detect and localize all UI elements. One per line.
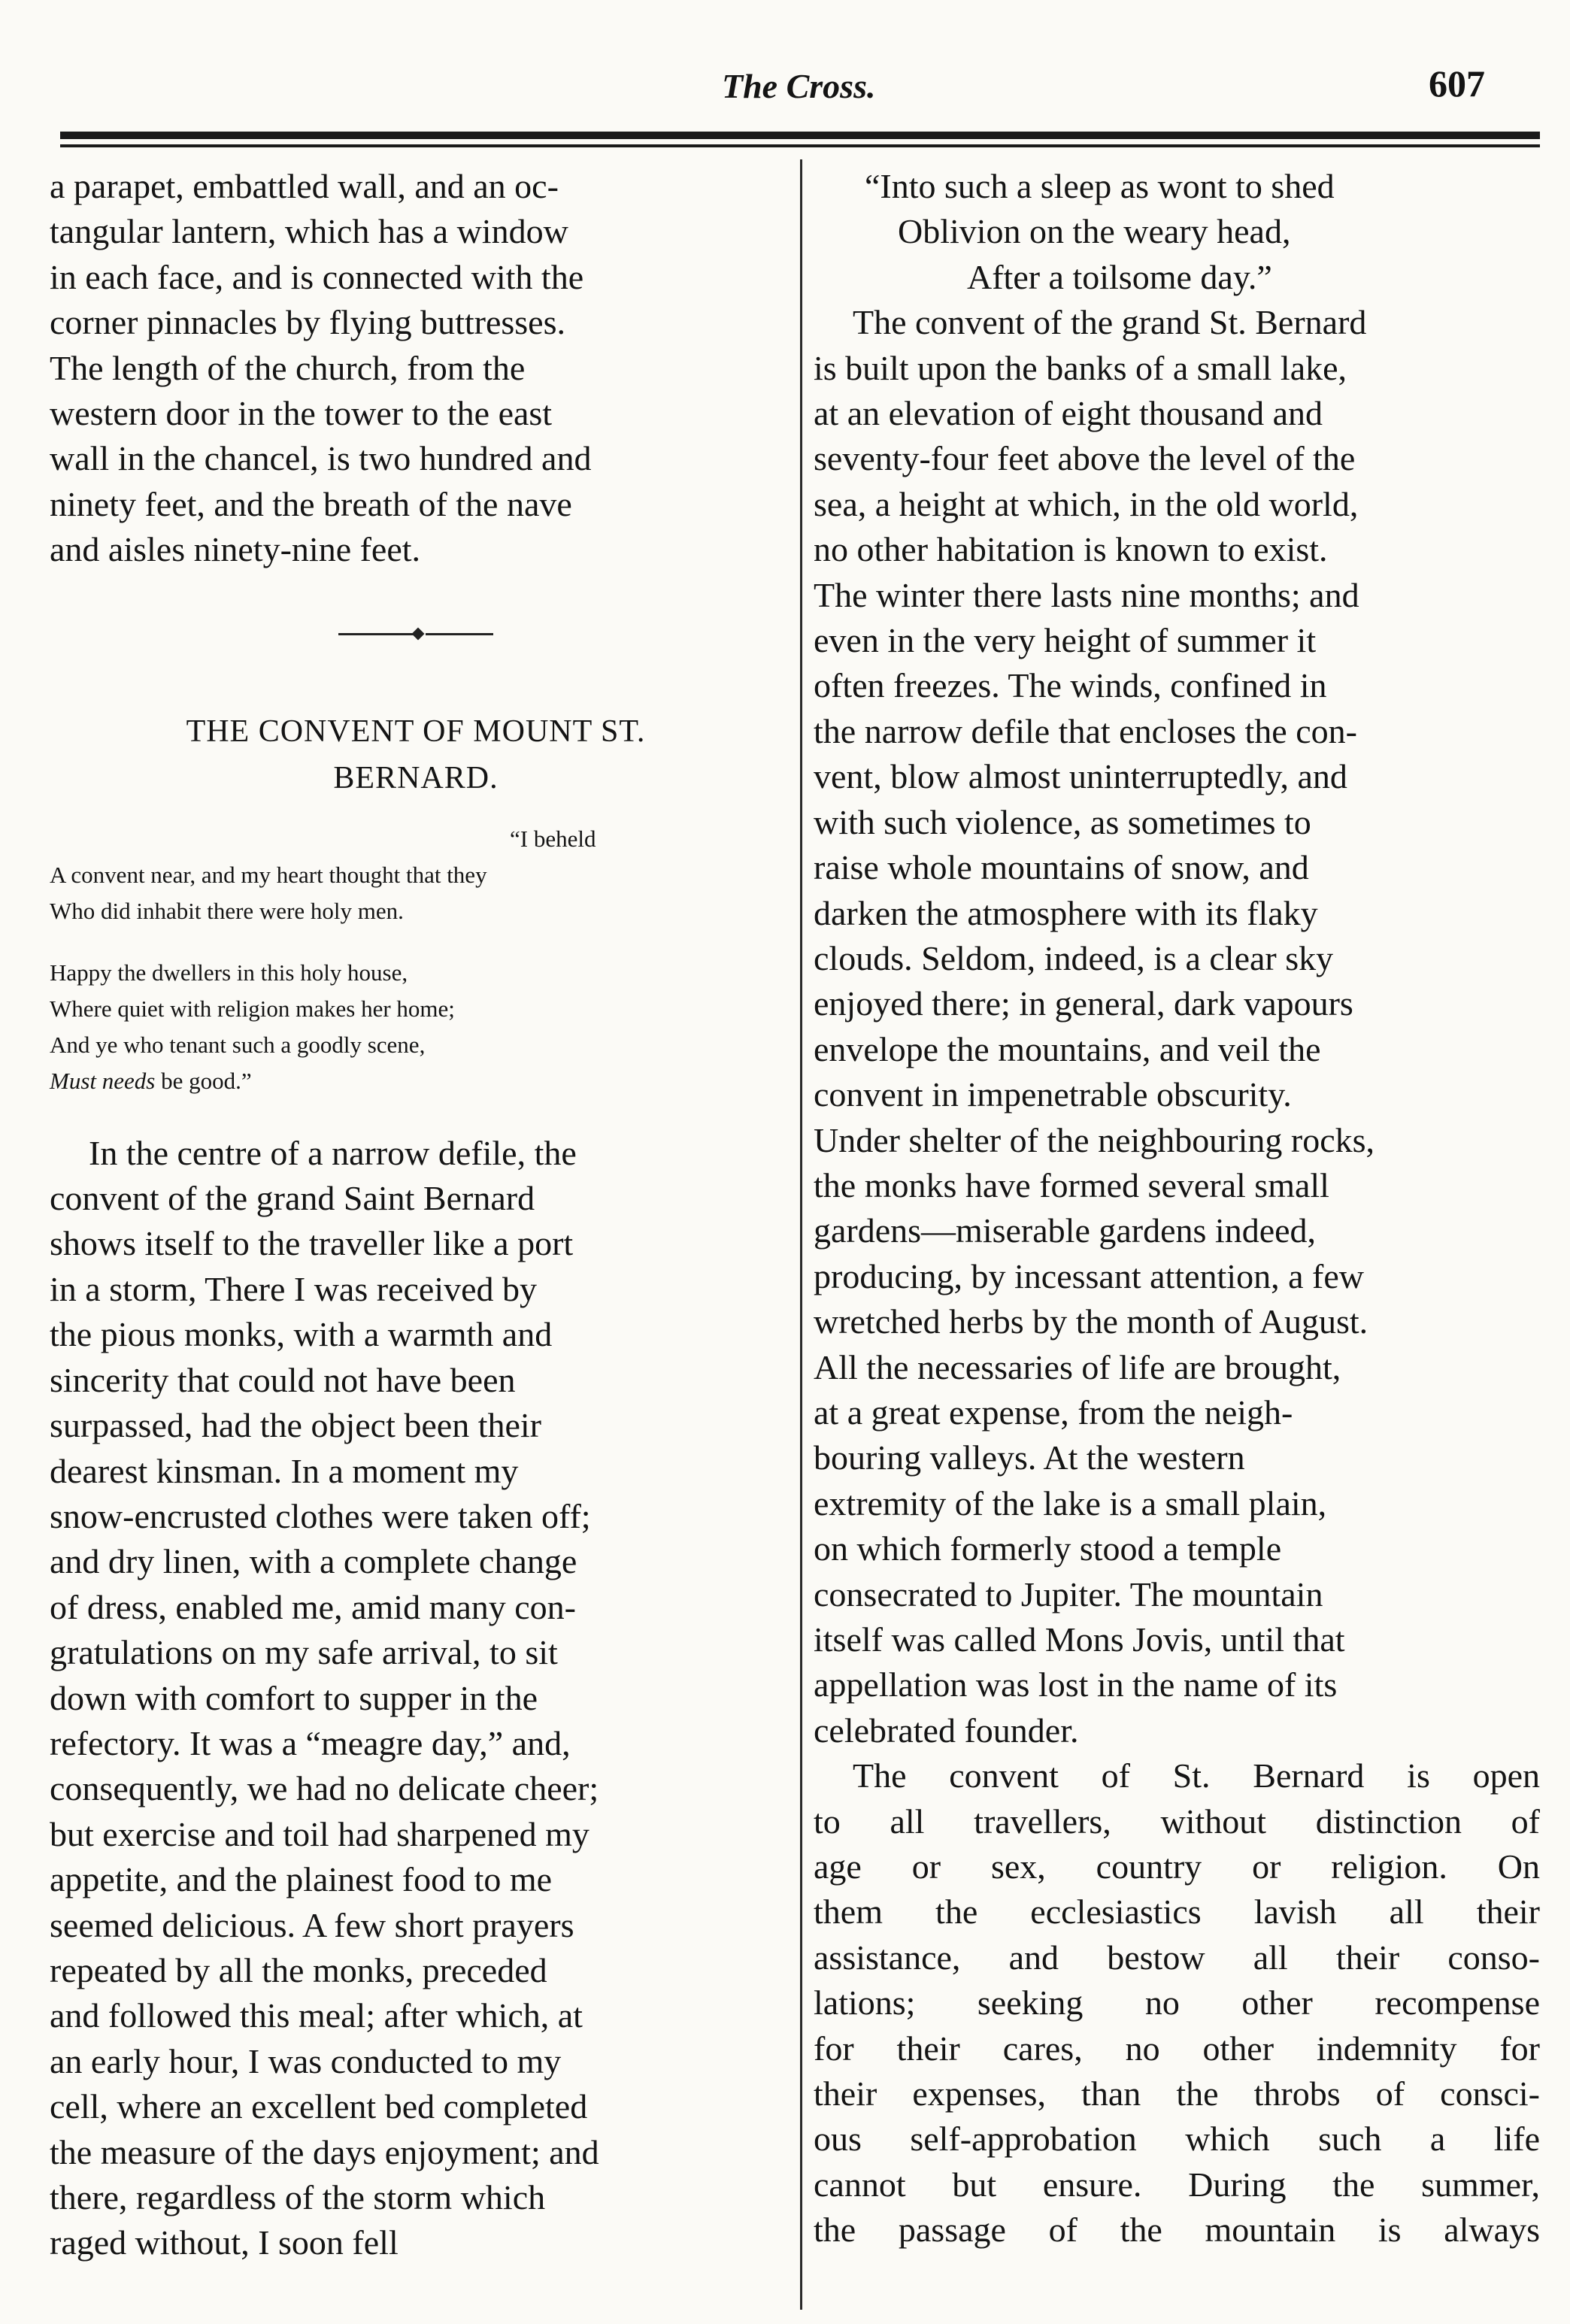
text-line: a parapet, embattled wall, and an oc- <box>50 167 559 205</box>
epigraph-line: And ye who tenant such a goodly scene, <box>50 1031 426 1058</box>
text-line: appetite, and the plainest food to me <box>50 1860 553 1899</box>
text-line: but exercise and toil had sharpened my <box>50 1814 590 1853</box>
text-line: seemed delicious. A few short prayers <box>50 1905 574 1944</box>
running-title: The Cross. <box>722 67 876 105</box>
text-line: sincerity that could not have been <box>50 1360 516 1399</box>
text-line: enjoyed there; in general, dark vapours <box>814 984 1353 1023</box>
text-line: The convent of the grand St. Bernard <box>853 303 1367 342</box>
text-line: of dress, enabled me, amid many con- <box>50 1587 576 1626</box>
text-line: in each face, and is connected with the <box>50 257 584 296</box>
text-line: clouds. Seldom, indeed, is a clear sky <box>814 938 1334 977</box>
stanza-gap <box>50 929 782 955</box>
text-line: convent in impenetrable obscurity. <box>814 1075 1292 1114</box>
text-line: extremity of the lake is a small plain, <box>814 1483 1327 1523</box>
epigraph-line: Happy the dwellers in this holy house, <box>50 959 408 986</box>
text-line: vent, blow almost uninterruptedly, and <box>814 757 1347 796</box>
right-column <box>814 164 1540 2253</box>
text-line: the passage of the mountain is always <box>814 2210 1540 2250</box>
section-ornament <box>50 614 782 656</box>
ornament-rule-right <box>426 633 493 635</box>
text-line: sea, a height at which, in the old world, <box>814 484 1359 523</box>
text-line: raged without, I soon fell <box>50 2223 399 2262</box>
text-line: The length of the church, from the <box>50 348 526 387</box>
text-line: the pious monks, with a warmth and <box>50 1315 553 1354</box>
text-line: cannot but ensure. During the summer, <box>814 2165 1540 2204</box>
verse-quote <box>814 164 1540 300</box>
text-line: and followed this meal; after which, at <box>50 1996 583 2035</box>
body-paragraph <box>50 1131 782 2266</box>
text-line: producing, by incessant attention, a few <box>814 1256 1364 1295</box>
epigraph-line: Where quiet with religion makes her home; <box>50 995 455 1022</box>
text-line: the monks have formed several small <box>814 1165 1329 1204</box>
text-line: snow-encrusted clothes were taken off; <box>50 1496 591 1535</box>
text-line: cell, where an excellent bed completed <box>50 2087 588 2126</box>
text-line: raise whole mountains of snow, and <box>814 848 1309 887</box>
text-line: In the centre of a narrow defile, the <box>89 1133 577 1172</box>
page-number: 607 <box>1429 62 1485 105</box>
epigraph-line: Who did inhabit there were holy men. <box>50 897 404 924</box>
text-line: All the necessaries of life are brought, <box>814 1347 1341 1386</box>
verse-line: Oblivion on the weary head, <box>898 212 1291 251</box>
text-line: wretched herbs by the month of August. <box>814 1302 1368 1341</box>
text-line: surpassed, had the object been their <box>50 1406 541 1445</box>
text-line: itself was called Mons Jovis, until that <box>814 1620 1345 1659</box>
text-line: western door in the tower to the east <box>50 394 553 433</box>
text-line: assistance, and bestow all their conso- <box>814 1938 1540 1977</box>
text-line: with such violence, as sometimes to <box>814 802 1311 841</box>
text-line: corner pinnacles by flying buttresses. <box>50 303 565 342</box>
text-line: envelope the mountains, and veil the <box>814 1029 1321 1068</box>
text-line: shows itself to the traveller like a port <box>50 1224 574 1263</box>
article-title-line: THE CONVENT OF MOUNT ST. <box>186 714 646 749</box>
continuation-paragraph <box>50 164 782 573</box>
text-line: refectory. It was a “meagre day,” and, <box>50 1723 571 1762</box>
text-line: consecrated to Jupiter. The mountain <box>814 1574 1323 1613</box>
column-divider <box>800 159 802 2310</box>
epigraph-line: A convent near, and my heart thought that they <box>50 861 487 888</box>
body-paragraph <box>814 300 1540 1753</box>
text-line: seventy-four feet above the level of the <box>814 439 1356 478</box>
text-line: them the ecclesiastics lavish all their <box>814 1892 1540 1932</box>
text-line: wall in the chancel, is two hundred and <box>50 439 592 478</box>
text-line: their expenses, than the throbs of consci- <box>814 2074 1540 2113</box>
text-line: there, regardless of the storm which <box>50 2178 546 2216</box>
page-header <box>0 53 1570 135</box>
text-line: repeated by all the monks, preceded <box>50 1950 547 1989</box>
text-line: ninety feet, and the breath of the nave <box>50 484 572 523</box>
text-line: bouring valleys. At the western <box>814 1438 1245 1477</box>
verse-line: After a toilsome day.” <box>967 257 1272 296</box>
text-line: and dry linen, with a complete change <box>50 1542 577 1581</box>
text-line: for their cares, no other indemnity for <box>814 2029 1540 2068</box>
header-rule-thin <box>60 144 1540 147</box>
epigraph-italic: Must needs <box>50 1067 156 1094</box>
text-line: is built upon the banks of a small lake, <box>814 348 1347 387</box>
text-line: dearest kinsman. In a moment my <box>50 1451 519 1490</box>
text-line: celebrated founder. <box>814 1710 1079 1750</box>
text-line: ous self-approbation which such a life <box>814 2119 1540 2159</box>
text-line: The winter there lasts nine months; and <box>814 575 1359 614</box>
epigraph-text: be good.” <box>155 1067 252 1094</box>
text-line: often freezes. The winds, confined in <box>814 666 1327 705</box>
text-line: the measure of the days enjoyment; and <box>50 2132 599 2171</box>
article-title-line: BERNARD. <box>333 760 499 795</box>
epigraph <box>50 821 782 1099</box>
text-line: at a great expense, from the neigh- <box>814 1392 1293 1432</box>
left-column <box>50 164 782 2266</box>
article-title <box>50 708 782 801</box>
text-line: consequently, we had no delicate cheer; <box>50 1769 599 1808</box>
ornament-rule-left <box>338 633 414 635</box>
text-line: tangular lantern, which has a window <box>50 212 568 251</box>
header-rule-thick <box>60 132 1540 139</box>
text-line: appellation was lost in the name of its <box>814 1665 1338 1704</box>
verse-line: “Into such a sleep as wont to shed <box>865 167 1335 205</box>
text-line: no other habitation is known to exist. <box>814 530 1328 569</box>
epigraph-line: “I beheld <box>510 825 596 852</box>
text-line: lations; seeking no other recompense <box>814 1983 1540 2023</box>
text-line: darken the atmosphere with its flaky <box>814 893 1318 932</box>
text-line: age or sex, country or religion. On <box>814 1847 1540 1886</box>
text-line: The convent of St. Bernard is open <box>853 1756 1540 1795</box>
text-line: down with comfort to supper in the <box>50 1678 538 1717</box>
ornament-diamond <box>412 627 425 640</box>
text-line: at an elevation of eight thousand and <box>814 394 1323 433</box>
body-paragraph <box>814 1753 1540 2253</box>
text-line: to all travellers, without distinction of <box>814 1801 1540 1841</box>
text-line: on which formerly stood a temple <box>814 1529 1282 1568</box>
text-line: gardens—miserable gardens indeed, <box>814 1211 1317 1250</box>
epigraph-line <box>50 1063 782 1099</box>
text-line: convent of the grand Saint Bernard <box>50 1179 535 1218</box>
text-line: an early hour, I was conducted to my <box>50 2041 562 2080</box>
text-line: the narrow defile that encloses the con- <box>814 711 1357 750</box>
text-line: gratulations on my safe arrival, to sit <box>50 1633 558 1672</box>
text-line: and aisles ninety-nine feet. <box>50 530 421 569</box>
text-line: even in the very height of summer it <box>814 621 1317 660</box>
text-line: in a storm, There I was received by <box>50 1269 538 1308</box>
text-line: Under shelter of the neighbouring rocks, <box>814 1120 1375 1159</box>
